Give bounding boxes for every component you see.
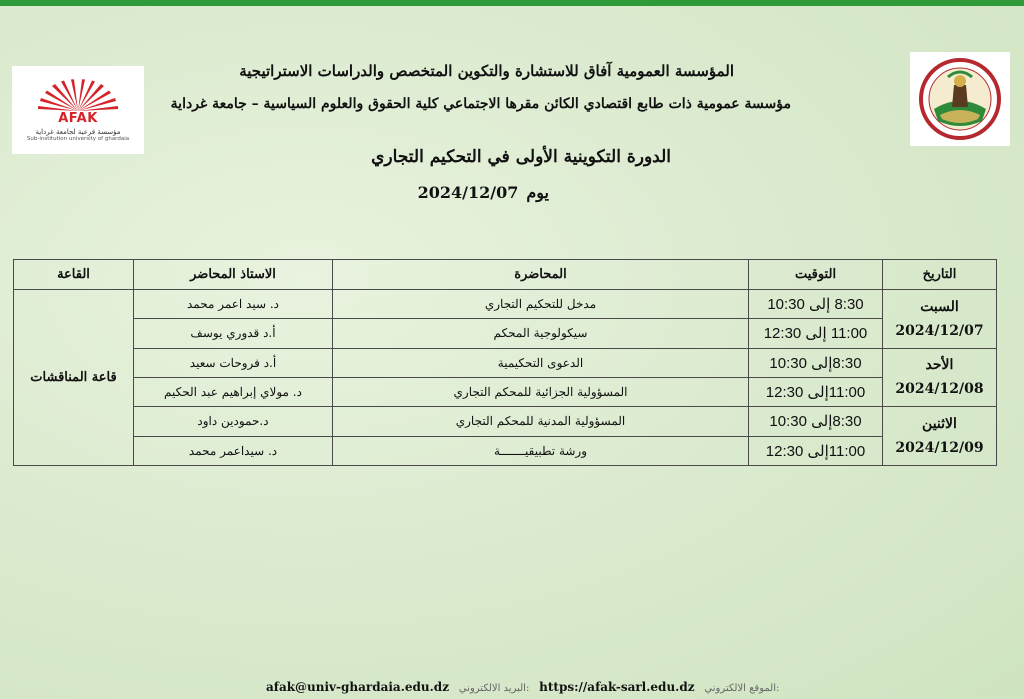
header-professor: الاستاذ المحاضر: [134, 260, 333, 290]
professor-cell: د. سيداعمر محمد: [134, 436, 333, 465]
afak-logo-arabic: مؤسسة فرعية لجامعة غرداية: [35, 127, 121, 136]
course-day-label: يوم: [526, 183, 549, 202]
professor-cell: أ.د قدوري يوسف: [134, 319, 333, 348]
lecture-cell: مدخل للتحكيم التجاري: [333, 290, 749, 319]
table-header-row: [14, 260, 997, 290]
day-cell: الاثنين 2024/12/09: [883, 407, 997, 466]
table-row: [14, 319, 997, 348]
time-cell: 11:00إلى 12:30: [749, 436, 883, 465]
professor-cell: د. سيد اعمر محمد: [134, 290, 333, 319]
afak-logo: [12, 66, 144, 154]
professor-cell: د. مولاي إبراهيم عبد الحكيم: [134, 377, 333, 406]
table-row: [14, 407, 997, 436]
hall-cell: قاعة المناقشات: [14, 290, 134, 466]
footer-website[interactable]: https://afak-sarl.edu.dz: [539, 680, 695, 694]
header-hall: القاعة: [14, 260, 134, 290]
header-time: التوقيت: [749, 260, 883, 290]
day-cell: الأحد 2024/12/08: [883, 348, 997, 407]
professor-cell: أ.د فروحات سعيد: [134, 348, 333, 377]
course-date: 2024/12/07: [417, 183, 519, 202]
header-date: التاريخ: [883, 260, 997, 290]
day-cell: السبت 2024/12/07: [883, 290, 997, 349]
footer-website-label: الموقع الالكتروني:: [704, 683, 780, 694]
time-cell: 8:30إلى 10:30: [749, 348, 883, 377]
schedule-table: [13, 259, 997, 466]
top-accent-bar: [0, 0, 1024, 6]
table-row: [14, 436, 997, 465]
footer-email-label: البريد الالكتروني:: [458, 683, 530, 694]
lecture-cell: الدعوى التحكيمية: [333, 348, 749, 377]
table-row: [14, 290, 997, 319]
afak-logo-text: AFAK: [58, 110, 98, 126]
table-row: [14, 348, 997, 377]
afak-logo-english: Sub-institution university of ghardaia: [26, 135, 130, 142]
footer-email[interactable]: afak@univ-ghardaia.edu.dz: [266, 680, 450, 694]
university-emblem-icon: [918, 57, 1002, 141]
lecture-cell: المسؤولية الجزائية للمحكم التجاري: [333, 377, 749, 406]
time-cell: 8:30 إلى 10:30: [749, 290, 883, 319]
time-cell: 8:30إلى 10:30: [749, 407, 883, 436]
footer-contacts: [266, 680, 785, 694]
course-date-line: [418, 183, 549, 202]
table-row: [14, 377, 997, 406]
lecture-cell: سيكولوجية المحكم: [333, 319, 749, 348]
afak-sunburst-icon: [30, 79, 126, 113]
professor-cell: د.حمودين داود: [134, 407, 333, 436]
header-lecture: المحاضرة: [333, 260, 749, 290]
time-cell: 11:00 إلى 12:30: [749, 319, 883, 348]
header-line-1: المؤسسة العمومية آفاق للاستشارة والتكوين المتخصص والدراسات الاستراتيجية: [239, 62, 734, 80]
time-cell: 11:00إلى 12:30: [749, 377, 883, 406]
lecture-cell: ورشة تطبيقيـــــــة: [333, 436, 749, 465]
lecture-cell: المسؤولية المدنية للمحكم التجاري: [333, 407, 749, 436]
university-emblem: [910, 52, 1010, 146]
course-title: الدورة التكوينية الأولى في التحكيم التجاري: [371, 147, 671, 167]
header-line-2: مؤسسة عمومية ذات طابع اقتصادي الكائن مقرها الاجتماعي كلية الحقوق والعلوم السياسية – جامعة غرداية: [170, 96, 791, 112]
